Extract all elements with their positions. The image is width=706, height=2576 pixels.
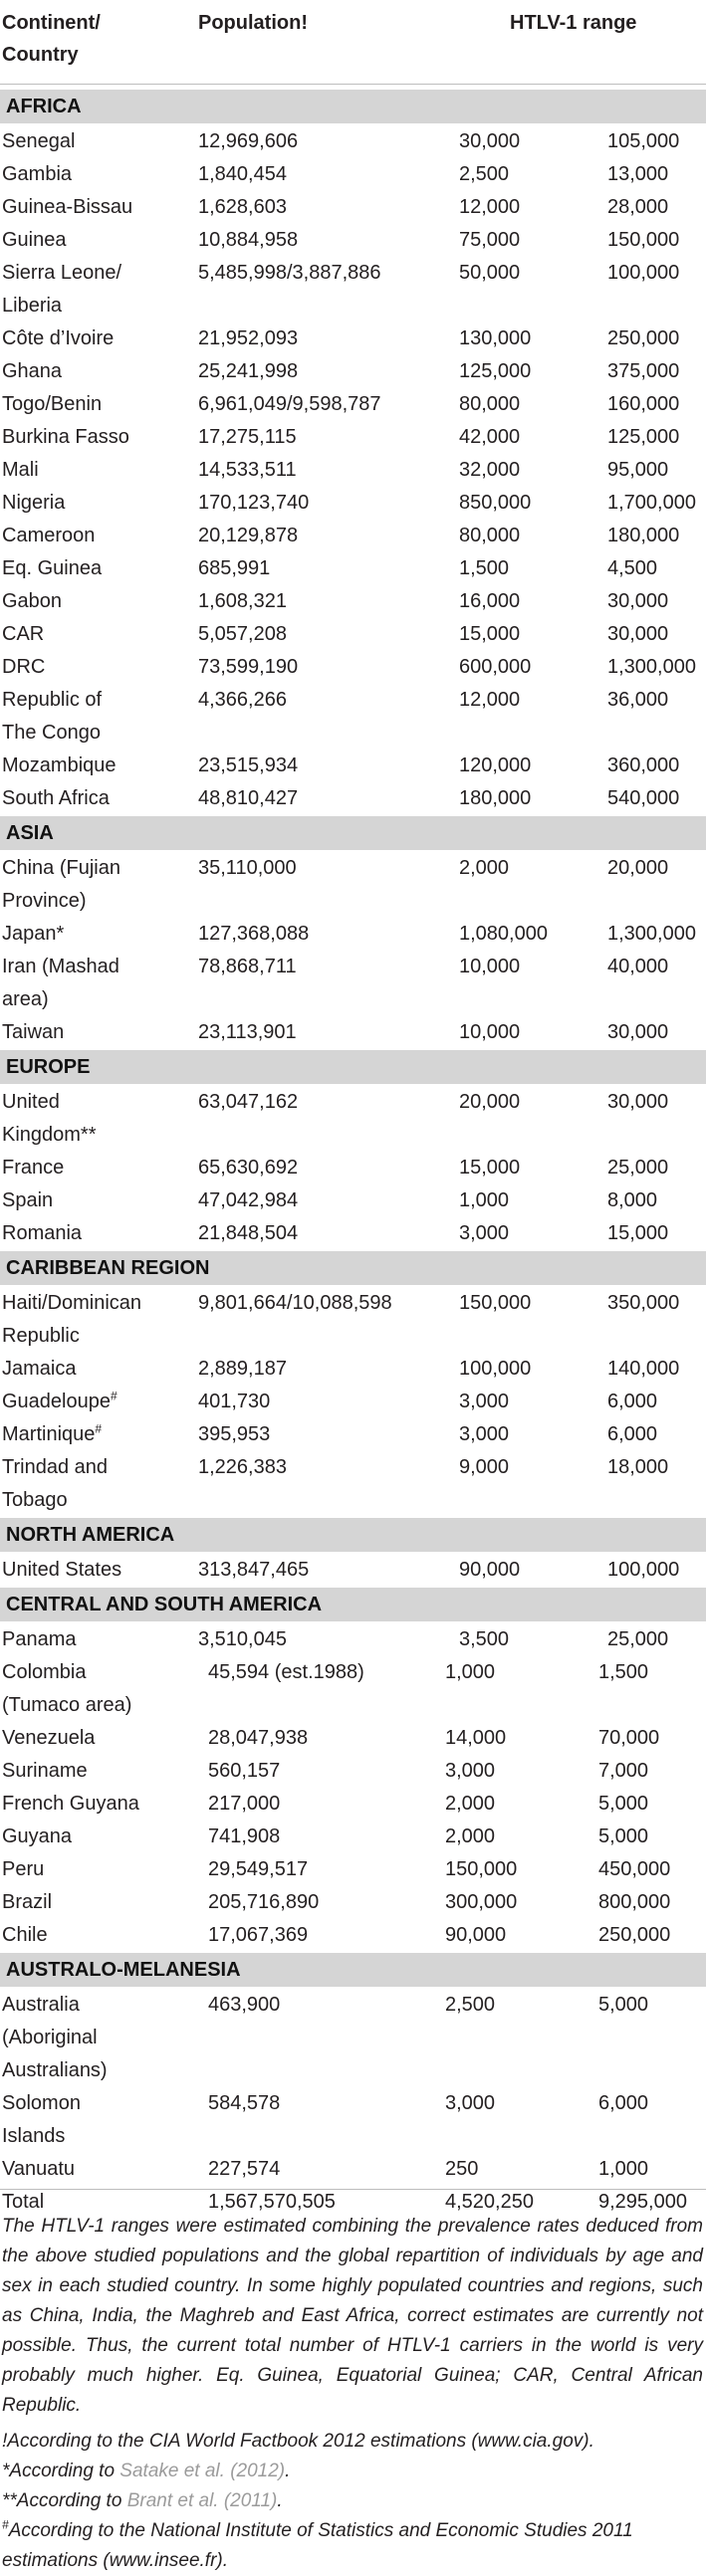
- country-name: Spain: [2, 1189, 54, 1211]
- population-value: 401,730: [198, 1391, 271, 1412]
- population-value: 47,042,984: [198, 1189, 299, 1211]
- htlv1-high-value: 30,000: [607, 1091, 669, 1113]
- table-row: [0, 782, 706, 815]
- htlv1-high-value: 1,500: [598, 1661, 649, 1683]
- htlv1-high-value: 40,000: [607, 956, 669, 977]
- note-brant: [2, 2486, 703, 2516]
- htlv1-low-value: 4,520,250: [445, 2191, 534, 2213]
- htlv1-low-value: 100,000: [459, 1358, 532, 1380]
- table-row: [0, 684, 706, 750]
- table-row: [0, 257, 706, 322]
- table-row: [0, 750, 706, 782]
- population-value: 205,716,890: [208, 1891, 320, 1913]
- htlv1-high-value: 1,000: [598, 2158, 649, 2180]
- note-satake: [2, 2457, 703, 2486]
- population-value: 463,900: [208, 1994, 281, 2016]
- population-value: 28,047,938: [208, 1727, 309, 1749]
- country-name: Taiwan: [2, 1021, 65, 1043]
- population-value: 21,952,093: [198, 327, 299, 349]
- table-row: [0, 2087, 706, 2153]
- section-header: [0, 1050, 706, 1084]
- htlv1-high-value: 125,000: [607, 426, 680, 448]
- population-value: 25,241,998: [198, 360, 299, 382]
- table-row: [0, 191, 706, 224]
- htlv1-low-value: 42,000: [459, 426, 521, 448]
- table-row: [0, 951, 706, 1016]
- population-value: 29,549,517: [208, 1858, 309, 1880]
- section-title: CARIBBEAN REGION: [6, 1257, 210, 1279]
- htlv1-high-value: 95,000: [607, 459, 669, 481]
- population-value: 5,057,208: [198, 623, 287, 645]
- country-name: (Tumaco area): [2, 1694, 132, 1716]
- htlv1-low-value: 10,000: [459, 1021, 521, 1043]
- country-name: Australia: [2, 1994, 80, 2016]
- country-name: Venezuela: [2, 1727, 96, 1749]
- table-row: [0, 1287, 706, 1353]
- table-row: [0, 322, 706, 355]
- population-value: 1,608,321: [198, 590, 287, 612]
- htlv1-high-value: 7,000: [598, 1760, 649, 1782]
- country-name: Kingdom**: [2, 1124, 97, 1146]
- country-name: Eq. Guinea: [2, 557, 103, 579]
- population-value: 17,275,115: [198, 426, 297, 448]
- htlv1-high-value: 800,000: [598, 1891, 671, 1913]
- country-name: China (Fujian: [2, 857, 120, 879]
- header-region-line1: Continent/: [2, 12, 101, 34]
- htlv1-high-value: 1,700,000: [607, 492, 696, 514]
- population-value: 17,067,369: [208, 1924, 309, 1946]
- population-value: 4,366,266: [198, 689, 287, 711]
- table-row: [0, 1821, 706, 1853]
- table-row: [0, 2153, 706, 2186]
- table-notes: [2, 2212, 703, 2576]
- note-insee: [2, 2516, 703, 2576]
- note-satake-suffix: .: [285, 2461, 291, 2481]
- table-row: [0, 355, 706, 388]
- header-region-line2: Country: [2, 44, 79, 66]
- htlv1-low-value: 1,000: [459, 1189, 510, 1211]
- country-name: Guinea: [2, 229, 67, 251]
- table-header: [0, 0, 706, 84]
- country-name: Romania: [2, 1222, 83, 1244]
- section-header: [0, 1518, 706, 1552]
- section-header: [0, 1953, 706, 1987]
- country-name: Mali: [2, 459, 39, 481]
- htlv1-low-value: 9,000: [459, 1456, 510, 1478]
- population-value: 63,047,162: [198, 1091, 299, 1113]
- htlv1-low-value: 1,500: [459, 557, 510, 579]
- table-row: [0, 651, 706, 684]
- table-row: [0, 552, 706, 585]
- htlv1-high-value: 6,000: [607, 1423, 658, 1445]
- htlv1-high-value: 13,000: [607, 163, 669, 185]
- htlv1-low-value: 50,000: [459, 262, 521, 284]
- country-name: Republic: [2, 1325, 80, 1347]
- htlv1-high-value: 8,000: [607, 1189, 658, 1211]
- htlv1-high-value: 5,000: [598, 1994, 649, 2016]
- country-name: Sierra Leone/: [2, 262, 122, 284]
- table-row: [0, 520, 706, 552]
- section-title: EUROPE: [6, 1056, 91, 1078]
- htlv1-high-value: 25,000: [607, 1628, 669, 1650]
- population-value: 20,129,878: [198, 525, 299, 546]
- country-name: Suriname: [2, 1760, 88, 1782]
- header-htlv1-range: HTLV-1 range: [510, 12, 637, 34]
- country-name: Trindad and: [2, 1456, 108, 1478]
- section-header: [0, 90, 706, 123]
- table-row: [0, 1152, 706, 1184]
- population-value: 560,157: [208, 1760, 281, 1782]
- country-name: Gambia: [2, 163, 73, 185]
- country-name: Nigeria: [2, 492, 66, 514]
- htlv1-high-value: 30,000: [607, 1021, 669, 1043]
- table-row: [0, 388, 706, 421]
- country-name: Guinea-Bissau: [2, 196, 133, 218]
- country-name: Brazil: [2, 1891, 53, 1913]
- htlv1-high-value: 100,000: [607, 262, 680, 284]
- population-value: 3,510,045: [198, 1628, 287, 1650]
- country-name: French Guyana: [2, 1793, 139, 1815]
- country-name: DRC: [2, 656, 46, 678]
- country-name: Solomon: [2, 2092, 81, 2114]
- table-row: [0, 1656, 706, 1722]
- country-name: Jamaica: [2, 1358, 77, 1380]
- note-insee-mark: #: [2, 2517, 9, 2532]
- table-row: [0, 1853, 706, 1886]
- htlv1-low-value: 2,000: [445, 1825, 496, 1847]
- htlv1-low-value: 75,000: [459, 229, 521, 251]
- table-row: [0, 1016, 706, 1049]
- header-population: Population!: [198, 12, 308, 34]
- htlv1-low-value: 130,000: [459, 327, 532, 349]
- section-title: NORTH AMERICA: [6, 1524, 175, 1546]
- htlv1-low-value: 3,000: [445, 1760, 496, 1782]
- country-name: South Africa: [2, 787, 110, 809]
- population-value: 1,840,454: [198, 163, 287, 185]
- notes-lead: The HTLV-1 ranges were estimated combining the prevalence rates deduced from the above studied populations and the global repartition of individuals by age and sex in each studied country. In some highly populated countries and regions, such as China, India, the Maghreb and East Africa, correct estimates are currently not possible. Thus, the current total number of HTLV-1 carriers in the world is very probably much higher. Eq. Guinea, Equatorial Guinea; CAR, Central African Republic.: [2, 2216, 703, 2416]
- htlv1-low-value: 16,000: [459, 590, 521, 612]
- table-row: [0, 1755, 706, 1788]
- htlv1-high-value: 5,000: [598, 1825, 649, 1847]
- country-name: Republic of: [2, 689, 103, 711]
- htlv1-high-value: 100,000: [607, 1559, 680, 1581]
- htlv1-low-value: 14,000: [445, 1727, 507, 1749]
- table-row: [0, 454, 706, 487]
- htlv1-low-value: 150,000: [445, 1858, 518, 1880]
- htlv1-low-value: 2,500: [445, 1994, 496, 2016]
- htlv1-low-value: 80,000: [459, 393, 521, 415]
- population-value: 23,113,901: [198, 1021, 297, 1043]
- population-value: 65,630,692: [198, 1157, 299, 1179]
- htlv1-low-value: 15,000: [459, 623, 521, 645]
- country-name: Guyana: [2, 1825, 73, 1847]
- htlv1-low-value: 3,000: [459, 1222, 510, 1244]
- htlv1-low-value: 80,000: [459, 525, 521, 546]
- population-value: 78,868,711: [198, 956, 297, 977]
- country-name: Togo/Benin: [2, 393, 103, 415]
- section-title: AUSTRALO-MELANESIA: [6, 1959, 241, 1981]
- section-header: [0, 816, 706, 850]
- htlv1-low-value: 30,000: [459, 130, 521, 152]
- note-insee-text: According to the National Institute of Statistics and Economic Studies 2011 estimations (www.insee.fr).: [2, 2520, 633, 2571]
- country-name: Côte d’Ivoire: [2, 327, 115, 349]
- htlv1-high-value: 36,000: [607, 689, 669, 711]
- htlv1-high-value: 6,000: [598, 2092, 649, 2114]
- table-row: [0, 1217, 706, 1250]
- note-cia: !According to the CIA World Factbook 2012 estimations (www.cia.gov).: [2, 2431, 594, 2452]
- htlv1-high-value: 6,000: [607, 1391, 658, 1412]
- table-row: [0, 1788, 706, 1821]
- htlv1-low-value: 2,000: [459, 857, 510, 879]
- country-name: area): [2, 988, 49, 1010]
- country-name: Chile: [2, 1924, 48, 1946]
- htlv1-low-value: 90,000: [459, 1559, 521, 1581]
- population-value: 73,599,190: [198, 656, 299, 678]
- section-title: ASIA: [6, 822, 54, 844]
- htlv1-high-value: 30,000: [607, 623, 669, 645]
- population-value: 1,628,603: [198, 196, 287, 218]
- table-row: [0, 852, 706, 918]
- table-row: [0, 125, 706, 158]
- population-value: 6,961,049/9,598,787: [198, 393, 381, 415]
- table-row: [0, 1086, 706, 1152]
- country-name: (Aboriginal: [2, 2027, 98, 2048]
- htlv1-low-value: 90,000: [445, 1924, 507, 1946]
- country-note-mark: #: [95, 1421, 103, 1436]
- country-name: Gabon: [2, 590, 63, 612]
- population-value: 48,810,427: [198, 787, 299, 809]
- population-value: 23,515,934: [198, 754, 299, 776]
- table-row: [0, 1184, 706, 1217]
- population-value: 170,123,740: [198, 492, 310, 514]
- table-row: [0, 1353, 706, 1386]
- htlv1-high-value: 18,000: [607, 1456, 669, 1478]
- country-name: Islands: [2, 2125, 66, 2147]
- htlv1-high-value: 1,300,000: [607, 923, 696, 945]
- country-name: Iran (Mashad: [2, 956, 119, 977]
- htlv1-low-value: 3,000: [459, 1423, 510, 1445]
- htlv1-high-value: 20,000: [607, 857, 669, 879]
- country-name: Haiti/Dominican: [2, 1292, 142, 1314]
- population-value: 35,110,000: [198, 857, 297, 879]
- section-header: [0, 1251, 706, 1285]
- population-value: 9,801,664/10,088,598: [198, 1292, 392, 1314]
- table-row: [0, 1418, 706, 1451]
- htlv1-high-value: 15,000: [607, 1222, 669, 1244]
- htlv1-low-value: 3,000: [445, 2092, 496, 2114]
- htlv1-low-value: 1,080,000: [459, 923, 548, 945]
- country-name: Martinique#: [2, 1421, 103, 1445]
- htlv1-high-value: 250,000: [607, 327, 680, 349]
- table-row: [0, 585, 706, 618]
- htlv1-high-value: 30,000: [607, 590, 669, 612]
- htlv1-high-value: 140,000: [607, 1358, 680, 1380]
- population-value: 227,574: [208, 2158, 281, 2180]
- table-row: [0, 421, 706, 454]
- population-value: 217,000: [208, 1793, 281, 1815]
- country-name: Colombia: [2, 1661, 87, 1683]
- table-row: [0, 918, 706, 951]
- htlv1-low-value: 150,000: [459, 1292, 532, 1314]
- satake-reference-link[interactable]: Satake et al. (2012): [119, 2461, 286, 2481]
- htlv1-low-value: 3,500: [459, 1628, 510, 1650]
- table-row: [0, 224, 706, 257]
- section-header: [0, 1588, 706, 1621]
- population-value: 45,594 (est.1988): [208, 1661, 364, 1683]
- htlv1-high-value: 350,000: [607, 1292, 680, 1314]
- population-value: 21,848,504: [198, 1222, 299, 1244]
- country-name: Province): [2, 890, 87, 912]
- htlv1-low-value: 300,000: [445, 1891, 518, 1913]
- population-value: 741,908: [208, 1825, 281, 1847]
- country-name: Liberia: [2, 295, 63, 317]
- htlv1-low-value: 850,000: [459, 492, 532, 514]
- country-name: Cameroon: [2, 525, 96, 546]
- note-brant-suffix: .: [277, 2490, 283, 2511]
- table-row: [0, 487, 706, 520]
- htlv1-high-value: 5,000: [598, 1793, 649, 1815]
- population-value: 14,533,511: [198, 459, 297, 481]
- htlv1-low-value: 20,000: [459, 1091, 521, 1113]
- country-name: Vanuatu: [2, 2158, 76, 2180]
- table-row: [0, 1989, 706, 2087]
- htlv1-high-value: 250,000: [598, 1924, 671, 1946]
- country-name: Mozambique: [2, 754, 117, 776]
- htlv1-low-value: 10,000: [459, 956, 521, 977]
- population-value: 1,226,383: [198, 1456, 287, 1478]
- population-value: 10,884,958: [198, 229, 299, 251]
- country-name: Australians): [2, 2059, 108, 2081]
- htlv1-low-value: 12,000: [459, 196, 521, 218]
- htlv1-low-value: 3,000: [459, 1391, 510, 1412]
- country-name: Senegal: [2, 130, 76, 152]
- country-name: Total: [2, 2191, 45, 2213]
- htlv1-low-value: 600,000: [459, 656, 532, 678]
- htlv1-high-value: 160,000: [607, 393, 680, 415]
- htlv1-low-value: 32,000: [459, 459, 521, 481]
- htlv1-high-value: 180,000: [607, 525, 680, 546]
- htlv1-high-value: 540,000: [607, 787, 680, 809]
- note-satake-prefix: *According to: [2, 2461, 120, 2481]
- htlv1-low-value: 2,000: [445, 1793, 496, 1815]
- htlv1-high-value: 4,500: [607, 557, 658, 579]
- country-name: United States: [2, 1559, 122, 1581]
- table-bottom-rule: [0, 2189, 706, 2190]
- population-value: 313,847,465: [198, 1559, 310, 1581]
- htlv1-low-value: 120,000: [459, 754, 532, 776]
- population-value: 127,368,088: [198, 923, 310, 945]
- htlv1-high-value: 1,300,000: [607, 656, 696, 678]
- country-name: Guadeloupe#: [2, 1389, 118, 1412]
- table-row: [0, 1451, 706, 1517]
- header-rule: [0, 84, 706, 85]
- section-title: AFRICA: [6, 96, 82, 117]
- htlv1-high-value: 150,000: [607, 229, 680, 251]
- table-row: [0, 1554, 706, 1587]
- htlv1-high-value: 105,000: [607, 130, 680, 152]
- population-value: 2,889,187: [198, 1358, 287, 1380]
- table-row: [0, 1623, 706, 1656]
- htlv1-low-value: 12,000: [459, 689, 521, 711]
- population-value: 1,567,570,505: [208, 2191, 336, 2213]
- section-title: CENTRAL AND SOUTH AMERICA: [6, 1594, 323, 1615]
- country-name: Panama: [2, 1628, 77, 1650]
- population-value: 685,991: [198, 557, 271, 579]
- population-value: 395,953: [198, 1423, 271, 1445]
- htlv1-high-value: 360,000: [607, 754, 680, 776]
- htlv1-low-value: 15,000: [459, 1157, 521, 1179]
- htlv1-low-value: 250: [445, 2158, 479, 2180]
- population-value: 5,485,998/3,887,886: [198, 262, 381, 284]
- htlv1-low-value: 1,000: [445, 1661, 496, 1683]
- table-row: [0, 158, 706, 191]
- htlv1-high-value: 450,000: [598, 1858, 671, 1880]
- table-row: [0, 1919, 706, 1952]
- htlv1-high-value: 28,000: [607, 196, 669, 218]
- htlv1-low-value: 2,500: [459, 163, 510, 185]
- htlv1-low-value: 180,000: [459, 787, 532, 809]
- htlv1-high-value: 9,295,000: [598, 2191, 687, 2213]
- country-name: Peru: [2, 1858, 45, 1880]
- htlv1-high-value: 375,000: [607, 360, 680, 382]
- brant-reference-link[interactable]: Brant et al. (2011): [126, 2490, 278, 2511]
- table-row: [0, 1886, 706, 1919]
- country-name: Ghana: [2, 360, 63, 382]
- country-name: CAR: [2, 623, 45, 645]
- country-note-mark: #: [110, 1389, 118, 1403]
- note-brant-prefix: **According to: [2, 2490, 127, 2511]
- country-name: Burkina Fasso: [2, 426, 129, 448]
- country-name: The Congo: [2, 722, 101, 744]
- table-row: [0, 1722, 706, 1755]
- country-name: United: [2, 1091, 60, 1113]
- country-name: Tobago: [2, 1489, 68, 1511]
- table-row: [0, 618, 706, 651]
- htlv1-high-value: 70,000: [598, 1727, 660, 1749]
- htlv1-high-value: 25,000: [607, 1157, 669, 1179]
- htlv1-low-value: 125,000: [459, 360, 532, 382]
- country-name: France: [2, 1157, 65, 1179]
- country-name: Japan*: [2, 923, 65, 945]
- table-row: [0, 1386, 706, 1418]
- population-value: 584,578: [208, 2092, 281, 2114]
- population-value: 12,969,606: [198, 130, 299, 152]
